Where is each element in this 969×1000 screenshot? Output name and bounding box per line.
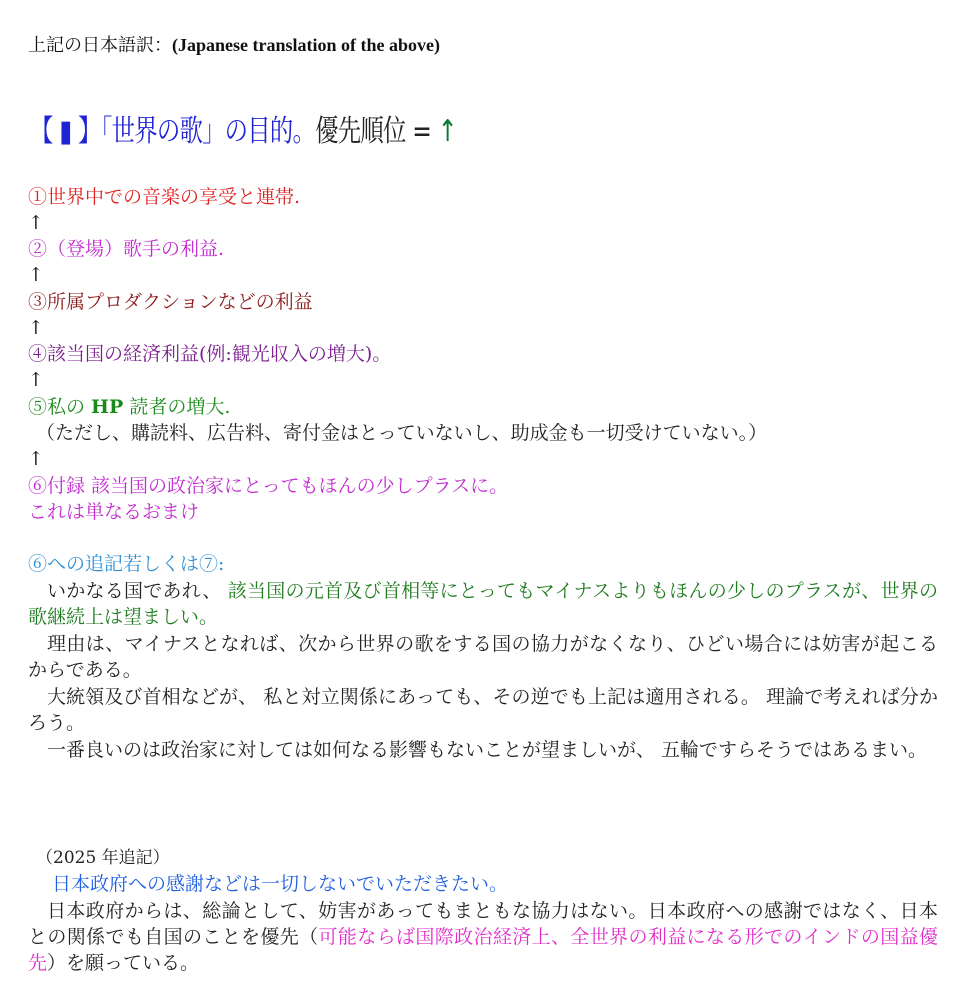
priority-item-5 (28, 394, 230, 420)
title-arrow: ↑ (437, 114, 457, 149)
header-prefix: 上記の日本語訳： (28, 35, 172, 56)
postscript-paragraph-2: 理由は、マイナスとなれば、次から世界の歌をする国の協力がなくなり、ひどい場合には妨害が起こるからである。 (28, 633, 938, 681)
addendum-plain-2: ）を願っている。 (47, 952, 200, 974)
title-priority: 優先順位 = (315, 114, 438, 149)
priority-item-6-note: これは単なるおまけ (28, 501, 200, 523)
up-arrow: ↑ (28, 369, 44, 391)
up-arrow: ↑ (28, 264, 44, 286)
up-arrow: ↑ (28, 212, 44, 234)
item-5-post: 読者の増大. (123, 396, 231, 418)
up-arrow: ↑ (28, 448, 44, 470)
item-5-note: （ただし、購読料、広告料、寄付金はとっていないし、助成金も一切受けていない。） (36, 422, 768, 444)
page-title (30, 112, 457, 152)
postscript-paragraph-1 (28, 578, 938, 630)
priority-item-6: ⑥付録 該当国の政治家にとってもほんの少しプラスに。 (28, 475, 509, 497)
priority-item-1: ①世界中での音楽の享受と連帯. (28, 186, 301, 208)
header-line (28, 32, 440, 59)
addendum-label: （2025 年追記） (36, 848, 170, 868)
addendum-blue-line: 日本政府への感謝などは一切しないでいただきたい。 (52, 873, 509, 895)
priority-item-2: ②（登場）歌手の利益. (28, 238, 225, 260)
priority-item-4: ④該当国の経済利益(例:観光収入の増大)。 (28, 343, 392, 365)
addendum-plain-1: 日本政府からは、総論として、妨害があってもまともな協力はない。日本政府への感謝ではなく、日本との関係でも自国のことを優先（ (28, 900, 938, 948)
header-translation-label: (Japanese translation of the above) (172, 35, 440, 55)
postscript-paragraph-4: 一番良いのは政治家に対しては如何なる影響もないことが望ましいが、 五輪ですらそうではあるまい。 (47, 739, 928, 761)
item-5-hp: HP (91, 396, 124, 418)
addendum-pink: 可能ならば国際政治経済上、全世界の利益になる形でのインドの国益優先 (28, 926, 938, 974)
title-main: 「世界の歌」の目的。 (100, 114, 316, 149)
priority-item-3: ③所属プロダクションなどの利益 (28, 291, 313, 313)
item-5-pre: ⑤私の (28, 396, 92, 418)
postscript-heading: ⑥への追記若しくは⑦: (28, 553, 225, 575)
postscript-paragraph-3: 大統領及び首相などが、 私と対立関係にあっても、その逆でも上記は適用される。 理論で考えれば分かろう。 (28, 686, 938, 734)
title-bracket: 【 ▮ 】 (30, 114, 101, 149)
p1-plain: いかなる国であれ、 (47, 580, 228, 602)
up-arrow: ↑ (28, 317, 44, 339)
addendum-paragraph (28, 898, 938, 976)
p1-green: 該当国の元首及び首相等にとってもマイナスよりもほんの少しのプラスが、世界の歌継続上は望ましい。 (28, 580, 938, 628)
